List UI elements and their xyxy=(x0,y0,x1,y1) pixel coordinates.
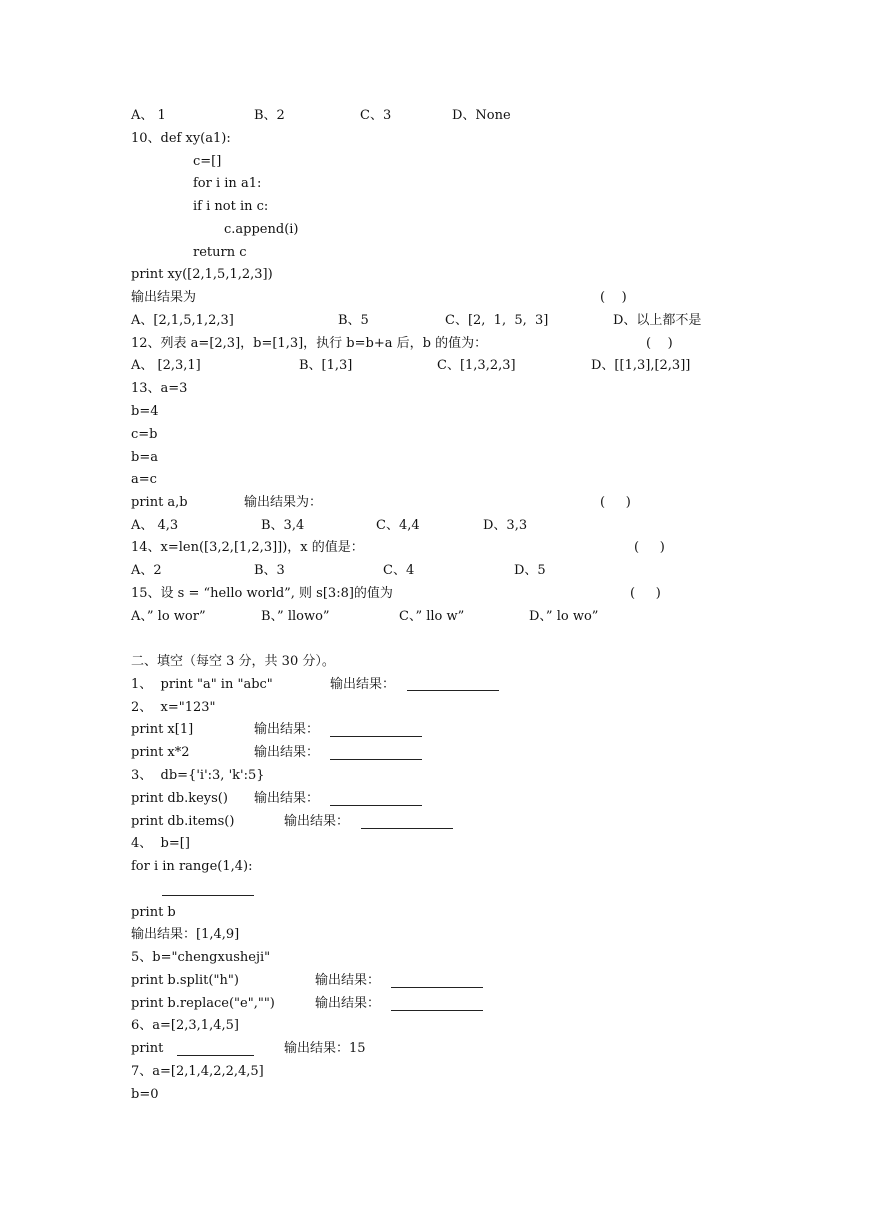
q13-line-3: c=b xyxy=(131,427,158,442)
fill4-answer-blank[interactable] xyxy=(162,895,254,896)
q15-option-b: B、” llowo” xyxy=(261,609,330,624)
q13-print: print a,b xyxy=(131,495,188,510)
q10-line-6: return c xyxy=(193,245,247,260)
fill2a-result-label: 输出结果： xyxy=(254,722,320,737)
fill2a-code: print x[1] xyxy=(131,722,194,737)
q9-option-d: D、None xyxy=(452,108,511,123)
q14-question: 14、x=len([3,2,[1,2,3]])，x 的值是： xyxy=(131,540,364,555)
q10-option-c: C、[2, 1, 5, 3] xyxy=(445,313,549,328)
fill2a-answer-blank[interactable] xyxy=(330,736,422,737)
fill2-code: 2、 x="123" xyxy=(131,700,216,715)
fill3a-code: print db.keys() xyxy=(131,791,228,806)
fill4-code: 4、 b=[] xyxy=(131,836,190,851)
fill2b-result-label: 输出结果： xyxy=(254,745,320,760)
q14-option-a: A、2 xyxy=(131,563,162,578)
q15-answer-paren: ( ) xyxy=(630,586,661,601)
q13-option-d: D、3,3 xyxy=(483,518,528,533)
q12-option-c: C、[1,3,2,3] xyxy=(437,358,516,373)
q10-line-1: 10、def xy(a1): xyxy=(131,131,231,146)
q13-option-a: A、 4,3 xyxy=(131,518,179,533)
fill1-answer-blank[interactable] xyxy=(407,690,499,691)
q9-option-b: B、2 xyxy=(254,108,285,123)
q10-prompt: 输出结果为 xyxy=(131,290,197,305)
q12-answer-paren: ( ) xyxy=(646,336,673,351)
fill4b-code: print b xyxy=(131,905,176,920)
fill6a-code: print xyxy=(131,1041,164,1056)
fill7-code: 7、a=[2,1,4,2,2,4,5] xyxy=(131,1064,264,1079)
q13-answer-paren: ( ) xyxy=(600,495,631,510)
q14-option-b: B、3 xyxy=(254,563,285,578)
fill6-result: 输出结果：15 xyxy=(284,1041,366,1056)
q15-option-d: D、” lo wo” xyxy=(529,609,599,624)
q13-line-1: 13、a=3 xyxy=(131,381,188,396)
q15-question: 15、设 s = “hello world”, 则 s[3:8]的值为 xyxy=(131,586,393,601)
fill6-code: 6、a=[2,3,1,4,5] xyxy=(131,1018,239,1033)
q13-option-c: C、4,4 xyxy=(376,518,420,533)
q10-option-b: B、5 xyxy=(338,313,369,328)
q10-answer-paren: ( ) xyxy=(600,290,627,305)
fill5a-result-label: 输出结果： xyxy=(315,973,381,988)
fill5a-answer-blank[interactable] xyxy=(391,987,483,988)
fill1-result-label: 输出结果： xyxy=(330,677,396,692)
q9-option-c: C、3 xyxy=(360,108,392,123)
q12-option-b: B、[1,3] xyxy=(299,358,353,373)
fill3a-result-label: 输出结果： xyxy=(254,791,320,806)
q9-option-a: A、 1 xyxy=(131,108,166,123)
q13-prompt: 输出结果为： xyxy=(244,495,323,510)
q10-line-3: for i in a1: xyxy=(193,176,262,191)
fill5-code: 5、b="chengxusheji" xyxy=(131,950,271,965)
fill7a-code: b=0 xyxy=(131,1087,159,1102)
fill3a-answer-blank[interactable] xyxy=(330,805,422,806)
fill3b-result-label: 输出结果： xyxy=(284,814,350,829)
section-heading: 二、填空（每空 3 分，共 30 分）。 xyxy=(131,654,335,669)
fill6-answer-blank[interactable] xyxy=(177,1055,254,1056)
fill3b-code: print db.items() xyxy=(131,814,235,829)
fill4a-code: for i in range(1,4): xyxy=(131,859,253,874)
fill4-result: 输出结果：[1,4,9] xyxy=(131,927,240,942)
q13-line-4: b=a xyxy=(131,450,158,465)
q13-line-2: b=4 xyxy=(131,404,159,419)
q14-option-c: C、4 xyxy=(383,563,415,578)
q14-option-d: D、5 xyxy=(514,563,546,578)
fill3b-answer-blank[interactable] xyxy=(361,828,453,829)
fill1-code: 1、 print "a" in "abc" xyxy=(131,677,273,692)
fill3-code: 3、 db={'i':3, 'k':5} xyxy=(131,768,265,783)
q12-option-d: D、[[1,3],[2,3]] xyxy=(591,358,691,373)
q10-line-2: c=[] xyxy=(193,154,222,169)
q12-question: 12、列表 a=[2,3]，b=[1,3]，执行 b=b+a 后，b 的值为： xyxy=(131,336,488,351)
q13-line-5: a=c xyxy=(131,472,157,487)
fill2b-code: print x*2 xyxy=(131,745,190,760)
q10-option-d: D、以上都不是 xyxy=(613,313,702,328)
fill5a-code: print b.split("h") xyxy=(131,973,239,988)
q10-option-a: A、[2,1,5,1,2,3] xyxy=(131,313,234,328)
q14-answer-paren: ( ) xyxy=(634,540,665,555)
q13-option-b: B、3,4 xyxy=(261,518,305,533)
fill5b-answer-blank[interactable] xyxy=(391,1010,483,1011)
q10-line-7: print xy([2,1,5,1,2,3]) xyxy=(131,267,273,282)
q10-line-4: if i not in c: xyxy=(193,199,269,214)
fill5b-code: print b.replace("e","") xyxy=(131,996,275,1011)
q12-option-a: A、 [2,3,1] xyxy=(131,358,201,373)
fill2b-answer-blank[interactable] xyxy=(330,759,422,760)
fill5b-result-label: 输出结果： xyxy=(315,996,381,1011)
q15-option-a: A、” lo wor” xyxy=(131,609,206,624)
q10-line-5: c.append(i) xyxy=(224,222,299,237)
q15-option-c: C、” llo w” xyxy=(399,609,465,624)
